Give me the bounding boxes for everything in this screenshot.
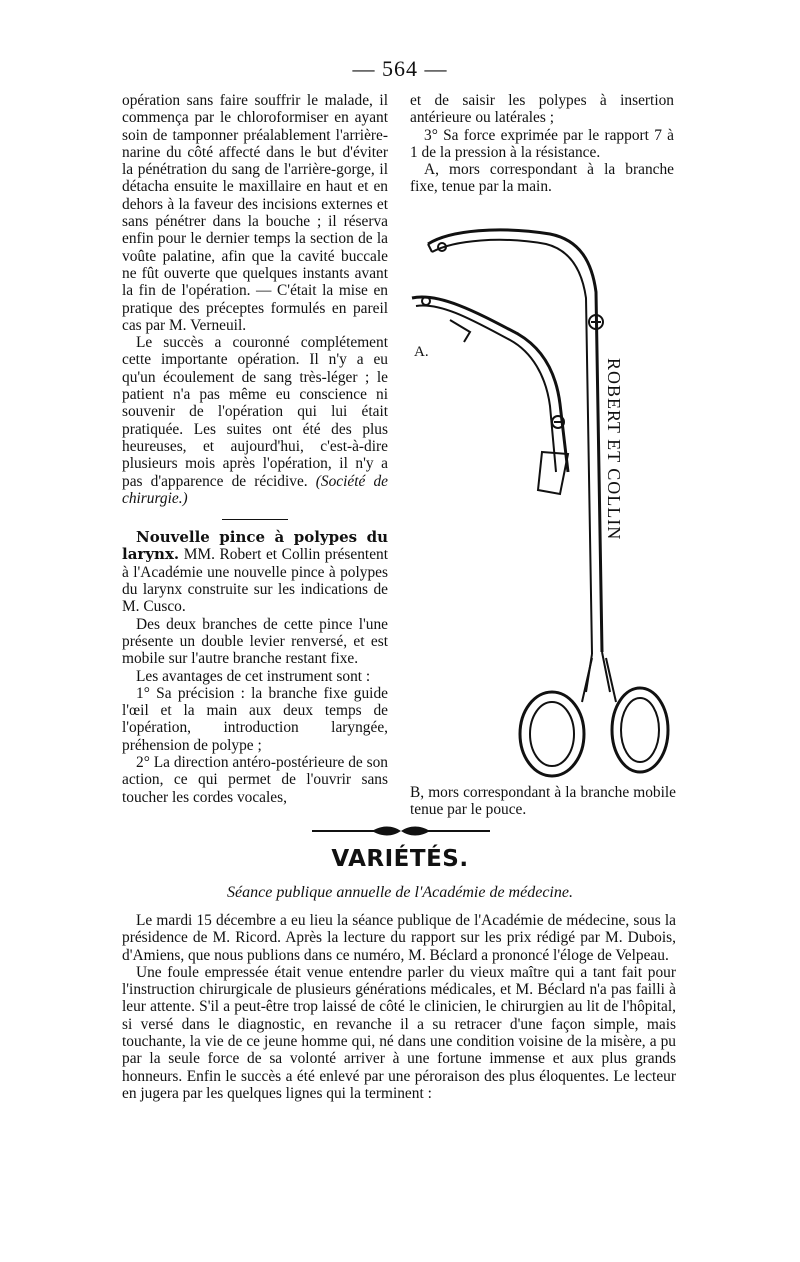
section-body — [122, 912, 676, 1102]
divider — [222, 519, 288, 520]
figure-caption-b: B, mors correspondant à la branche mobile tenue par le pouce. — [410, 784, 676, 819]
paragraph: Une foule empressée était venue entendre parler du vieux maître qui a tant fait pour l'instruction chirurgicale de plusieurs générations médicales, et M. Béclard n'a pas failli à leur attente. S'il a peut-être trop laissé de côté le clinicien, le chirurgien au lit de l'hôpital, si versé dans le diagnostic, en revanche il a su retracer d'une façon simple, mais touchante, la vie de ce jeune homme qui, né dans une condition voisine de la misère, a pu par la seule force de sa volonté arriver à une fortune immense et aux plus grands honneurs. Enfin le succès a été enlevé par une péroraison des plus éloquentes. Le lecteur en jugera par les quelques lignes qui la terminent : — [122, 963, 676, 1102]
right-column — [410, 92, 674, 196]
figure-label-a: A. — [414, 344, 429, 360]
paragraph — [122, 334, 388, 507]
forceps-illustration — [410, 222, 672, 784]
paragraph: Les avantages de cet instrument sont : — [136, 667, 371, 685]
paragraph-text: MM. Robert et Collin présentent à l'Académie une nouvelle pince à polypes du larynx construite sur les indications de M. Cusco. — [122, 546, 388, 616]
paragraph: 1° Sa précision : la branche fixe guide l'œil et la main aux deux temps de l'opération, introduction laryngée, préhension de polype ; — [122, 684, 388, 754]
paragraph: Le mardi 15 décembre a eu lieu la séance publique de l'Académie de médecine, sous la présidence de M. Ricord. Après la lecture du rapport sur les prix rédigé par M. Dubois, d'Amiens, que nous publions dans ce numéro, M. Béclard a prononcé l'éloge de Velpeau. — [122, 912, 676, 964]
paragraph: opération sans faire souffrir le malade, il commença par le chloroformiser en ayant soin de tamponner préalablement l'arrière-narine du côté affecté dans le but d'éviter la pénétration du sang de l'arrière-gorge, il détacha ensuite le maxillaire en haut et en dehors à la faveur des incisions externes et sans pénétrer dans la bouche ; il réserva enfin pour le dernier temps la section de la voûte palatine, afin que la cavité buccale ne fût ouverte que quelques instants avant la fin de l'opération. — C'était la mise en pratique des préceptes formulés en pareil cas par M. Verneuil. — [122, 92, 388, 334]
section-subtitle: Séance publique annuelle de l'Académie de médecine. — [227, 884, 573, 901]
paragraph: 2° La direction antéro-postérieure de son action, ce qui permet de l'ouvrir sans toucher les cordes vocales, — [122, 753, 388, 806]
paragraph: Des deux branches de cette pince l'une présente un double levier renversé, et est mobile sur l'autre branche restant fixe. — [122, 615, 388, 668]
paragraph: A, mors correspondant à la branche fixe, tenue par la main. — [410, 161, 674, 196]
paragraph-text: Le succès a couronné complétement cette importante opération. Il n'y a eu qu'un écoulement de sang très-léger ; le patient n'a pas même eu conscience ni souvenir de l'opération qui lui était pratiquée. Les suites ont été des plus heureuses, et aujourd'hui, c'est-à-dire plusieurs mois après l'opération, il n'y a pas d'apparence de récidive. — [122, 334, 388, 490]
page-number: — 564 — — [352, 56, 448, 81]
maker-mark: ROBERT ET COLLIN — [604, 358, 624, 541]
ornamental-divider — [312, 822, 490, 840]
paragraph: 3° Sa force exprimée par le rapport 7 à 1 de la pression à la résistance. — [410, 126, 674, 161]
section-title: VARIÉTÉS. — [331, 846, 469, 872]
paragraph: et de saisir les polypes à insertion antérieure ou latérales ; — [410, 92, 674, 127]
article-heading: Nouvelle pince à polypes du larynx. — [122, 528, 388, 564]
left-column — [122, 92, 388, 806]
paragraph — [122, 529, 388, 615]
source-citation: (Société de chirurgie.) — [122, 472, 388, 507]
